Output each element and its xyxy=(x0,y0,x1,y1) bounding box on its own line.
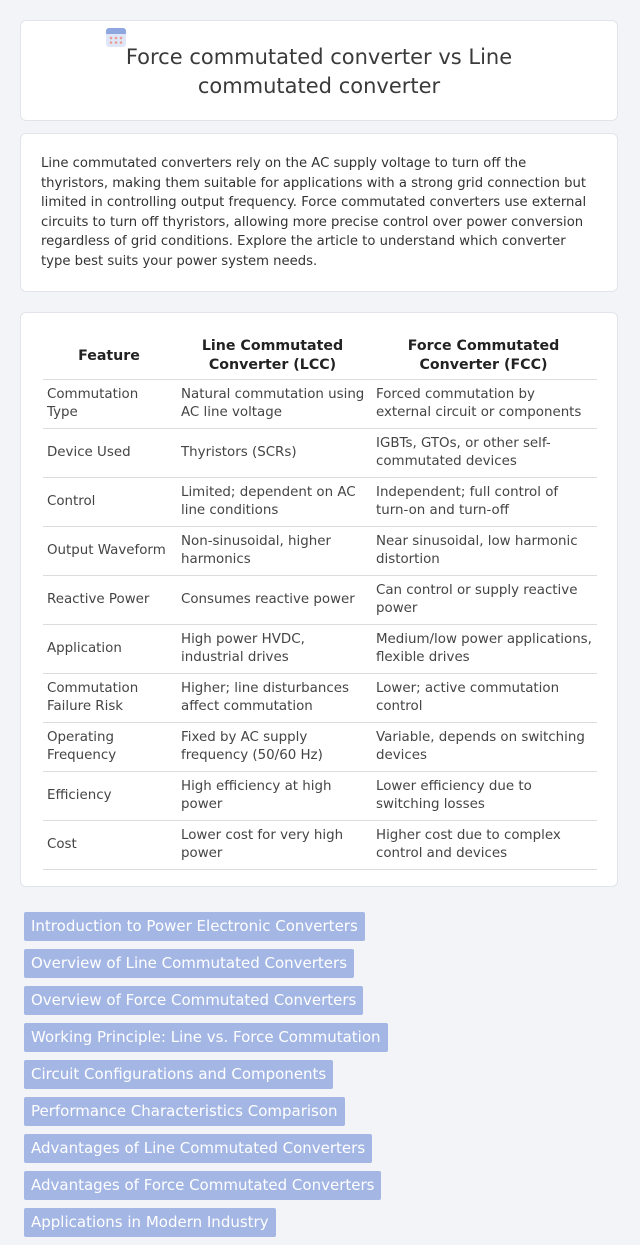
lcc-cell: Non-sinusoidal, higher harmonics xyxy=(175,527,370,576)
topic-link[interactable]: Overview of Force Commutated Converters xyxy=(24,986,363,1015)
table-row xyxy=(43,625,597,674)
fcc-cell: Independent; full control of turn-on and turn-off xyxy=(370,478,597,527)
topic-link[interactable]: Advantages of Force Commutated Converters xyxy=(24,1171,381,1200)
intro-card xyxy=(20,133,618,292)
fcc-cell: Medium/low power applications, flexible drives xyxy=(370,625,597,674)
table-body xyxy=(43,380,597,870)
table-row xyxy=(43,478,597,527)
lcc-cell: Thyristors (SCRs) xyxy=(175,429,370,478)
page-title: Force commutated converter vs Line commutated converter xyxy=(125,45,513,98)
table-row xyxy=(43,723,597,772)
intro-text: Line commutated converters rely on the AC supply voltage to turn off the thyristors, making them suitable for applications with a strong grid connection but limited in controlling output frequency. Force commutated converters use external circuits to turn off thyristors, allowing more precise control over power conversion regardless of grid conditions. Explore the article to understand which converter type best suits your power system needs. xyxy=(41,156,587,269)
feature-cell: Efficiency xyxy=(43,772,175,821)
header-fcc: Force Commutated Converter (FCC) xyxy=(370,331,597,380)
lcc-cell: Natural commutation using AC line voltage xyxy=(175,380,370,429)
lcc-cell: Lower cost for very high power xyxy=(175,821,370,870)
table-row xyxy=(43,674,597,723)
header-feature: Feature xyxy=(43,331,175,380)
table-row xyxy=(43,527,597,576)
lcc-cell: Limited; dependent on AC line conditions xyxy=(175,478,370,527)
lcc-cell: Higher; line disturbances affect commutation xyxy=(175,674,370,723)
table-row xyxy=(43,821,597,870)
table-row xyxy=(43,429,597,478)
feature-cell: Commutation Failure Risk xyxy=(43,674,175,723)
fcc-cell: Can control or supply reactive power xyxy=(370,576,597,625)
lcc-cell: Fixed by AC supply frequency (50/60 Hz) xyxy=(175,723,370,772)
topic-link[interactable]: Overview of Line Commutated Converters xyxy=(24,949,354,978)
topic-link[interactable]: Performance Characteristics Comparison xyxy=(24,1097,345,1126)
topic-tags xyxy=(24,912,624,1245)
fcc-cell: Forced commutation by external circuit or components xyxy=(370,380,597,429)
comparison-table xyxy=(43,331,597,870)
fcc-cell: Lower; active commutation control xyxy=(370,674,597,723)
comparison-card xyxy=(20,312,618,887)
lcc-cell: High power HVDC, industrial drives xyxy=(175,625,370,674)
table-row xyxy=(43,772,597,821)
feature-cell: Cost xyxy=(43,821,175,870)
feature-cell: Application xyxy=(43,625,175,674)
feature-cell: Reactive Power xyxy=(43,576,175,625)
fcc-cell: IGBTs, GTOs, or other self-commutated devices xyxy=(370,429,597,478)
table-row xyxy=(43,380,597,429)
fcc-cell: Lower efficiency due to switching losses xyxy=(370,772,597,821)
title-card xyxy=(20,20,618,121)
table-header-row xyxy=(43,331,597,380)
topic-link[interactable]: Working Principle: Line vs. Force Commutation xyxy=(24,1023,388,1052)
fcc-cell: Near sinusoidal, low harmonic distortion xyxy=(370,527,597,576)
feature-cell: Control xyxy=(43,478,175,527)
topic-link[interactable]: Advantages of Line Commutated Converters xyxy=(24,1134,372,1163)
feature-cell: Device Used xyxy=(43,429,175,478)
topic-link[interactable]: Circuit Configurations and Components xyxy=(24,1060,333,1089)
table-row xyxy=(43,576,597,625)
topic-link[interactable]: Introduction to Power Electronic Converters xyxy=(24,912,365,941)
header-lcc: Line Commutated Converter (LCC) xyxy=(175,331,370,380)
fcc-cell: Higher cost due to complex control and devices xyxy=(370,821,597,870)
lcc-cell: Consumes reactive power xyxy=(175,576,370,625)
lcc-cell: High efficiency at high power xyxy=(175,772,370,821)
topic-link[interactable]: Applications in Modern Industry xyxy=(24,1208,276,1237)
fcc-cell: Variable, depends on switching devices xyxy=(370,723,597,772)
feature-cell: Operating Frequency xyxy=(43,723,175,772)
feature-cell: Output Waveform xyxy=(43,527,175,576)
feature-cell: Commutation Type xyxy=(43,380,175,429)
